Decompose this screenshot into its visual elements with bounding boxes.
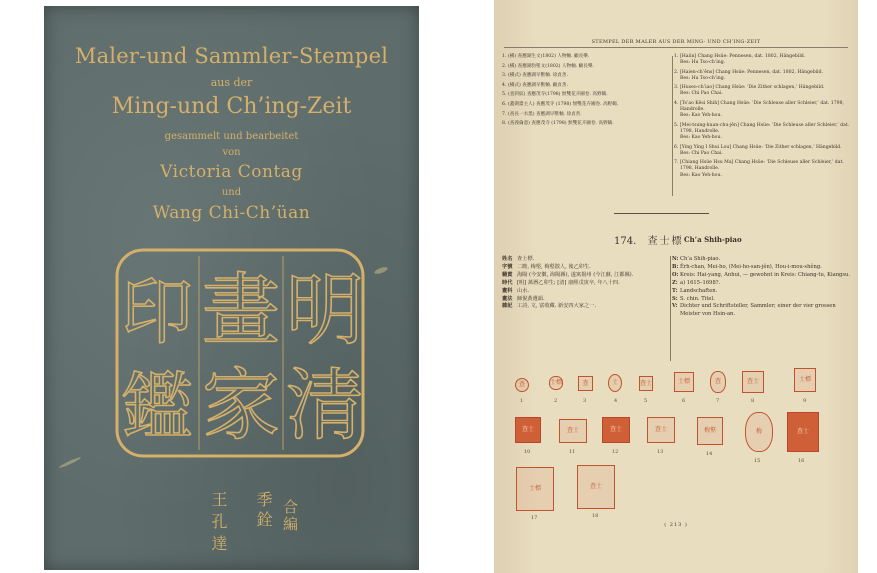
info-row: T: Landschaften. — [672, 287, 718, 294]
seal-number: 16 — [798, 458, 805, 464]
seal-number: 17 — [531, 515, 538, 521]
info-row: 雜記 工詩, 文, 富收藏. 新安四大家之一. — [502, 303, 596, 310]
cover-author2: Wang Chi-Ch’üan — [152, 203, 311, 223]
cover-title-line3: Ming-und Ch’ing-Zeit — [111, 94, 352, 119]
list-item: 2. [Haien-ch’êns] Chang Hsüe: Pennesen, dat. 1802, Hängebild. Bes: Hu Tso-ch’ing. — [674, 69, 824, 81]
cover-seal-graphic — [111, 242, 369, 464]
seal-number: 15 — [754, 458, 761, 464]
entries-chinese-column — [502, 54, 672, 131]
seal-impression: 查士 — [577, 465, 615, 509]
seal-impression: 梅 — [745, 412, 773, 452]
list-item: 6. [Ying Ying I Shui Lou] Chang Hsüe: ‘Die Zither schlagen,’ Hängebild. Bes: Chi Pao Chai. — [674, 144, 842, 156]
list-item: 3. (橫式) 查應湖早獸軸. 徐貞善. — [502, 73, 568, 79]
info-row: 畫科 山水. — [502, 287, 530, 294]
artist-heading — [614, 232, 683, 247]
artist-info-chinese — [502, 256, 667, 311]
seal-number: 11 — [569, 449, 576, 455]
info-row: 籍貫 海陽 (今安徽, 海陽縣), 遂寓揚州 (今江蘇, 江都縣). — [502, 271, 634, 278]
artist-name-chinese: 查士標 — [647, 236, 684, 247]
list-item: 5. (査斜紋) 查應茂寺(1798) 無雙花卉圖卷. 高野鶴. — [502, 92, 608, 98]
list-item: 4. [Ts’ao Kêsi Shih] Chang Hsüe: ‘Die Schleuse aller Schleier,’ dat. 1798, Handrolle. Bes: Kao Yeh-hou. — [674, 101, 844, 119]
cover-stain — [374, 266, 389, 275]
entries-german-column — [674, 54, 850, 182]
seal-number: 3 — [583, 398, 587, 404]
info-row: B: Êrh-chan, Mei-ho, (Mei-ho-san-jên), Hou-i-mou-shêng. — [672, 263, 822, 270]
seal-impression: 查士 — [647, 417, 675, 443]
seal-impression: 查士 — [515, 417, 541, 443]
info-row: V: Dichter und Schriftsteller, Sammler; einer der vier grossen Meister von Hsin-an. — [672, 303, 836, 318]
info-row: O: Kreis: Hai-yang, Anhui, — gewohnt in Kreis: Chiang-tu, Kiangsu. — [672, 271, 851, 278]
seal-impression: 梅壑 — [697, 417, 723, 445]
info-row: 姓名 查士標. — [502, 256, 535, 262]
seal-number: 14 — [706, 451, 713, 457]
info-row: 字號 二瞻, 梅壑, 梅壑散人, 後乙卯生. — [502, 263, 591, 270]
seal-char: 印 — [120, 270, 194, 354]
seal-number: 9 — [803, 398, 807, 404]
seal-impression: 查士 — [559, 419, 587, 443]
cover-chinese-author1: 季銓 — [254, 491, 273, 531]
list-item: 1. [Haiin] Chang Hsüe: Pennesen, dat. 1802, Hängebild. Bes: Hu Tso-ch’ing. — [674, 54, 806, 66]
list-item: 5. [Mei-tsung-kuan-chu-jên] Chang Hsüe: ‘Die Schleuse aller Schleier,’ dat. 1798, Handrolle. Bes: Kao Yeh-hou. — [674, 122, 850, 141]
column-divider — [672, 56, 673, 196]
cover-title-line1: Maler-und Sammler-Stempel — [74, 44, 389, 68]
seal-number: 12 — [612, 449, 619, 455]
seal-number: 18 — [592, 513, 599, 519]
cover-chinese-compiled: 合編 — [281, 499, 299, 533]
seal-impression: 查士 — [602, 417, 630, 443]
seal-impression: 士標 — [674, 372, 694, 392]
artist-name-romanized: Ch’a Shih-piao — [684, 235, 742, 244]
seal-char: 家 — [201, 361, 281, 451]
list-item: 1. (橫) 查應湖生文(1802) 人物軸. 顧長樂. — [502, 54, 590, 59]
cover-subtitle2: von — [222, 147, 241, 158]
seal-number: 6 — [682, 398, 686, 404]
list-item: 3. [Huseo-ch’iao] Chang Hsüe: ‘Die Zither schlagen,’ Hängebild. Bes: Chi Pao Chai. — [674, 85, 825, 97]
header-rule — [504, 47, 848, 48]
page-number: ( 213 ) — [664, 522, 688, 528]
seal-number: 5 — [644, 398, 648, 404]
artist-number: 174. — [614, 236, 637, 247]
list-item: 2. (橫) 查應湖豹聖文(1802) 人物軸. 顧長樂. — [502, 63, 594, 69]
seal-impression: 查 — [710, 371, 726, 393]
info-row: 時代 [明] 萬曆乙卯生; [清] 康熙戊寅卒, 年八十四. — [502, 279, 620, 286]
cover-subtitle1: gesammelt und bearbeitet — [164, 131, 299, 142]
seal-impression: 查 — [515, 378, 529, 392]
info-row: 畫法 師倪黃遺韻. — [502, 295, 545, 302]
seal-impression: 查士 — [639, 376, 653, 391]
seal-number: 8 — [751, 398, 755, 404]
seal-impression: 查士 — [787, 412, 819, 452]
seal-impression: 查 — [578, 376, 593, 391]
seal-number: 10 — [524, 449, 531, 455]
seal-char: 明 — [285, 266, 365, 356]
info-row: Z: a) 1615–1698?. — [672, 279, 721, 286]
section-separator — [614, 213, 709, 214]
info-row: S: S. chin. Titel. — [672, 295, 715, 302]
seal-char: 清 — [285, 361, 365, 451]
seal-number: 2 — [554, 398, 558, 404]
seal-number: 1 — [520, 398, 524, 404]
seal-impression: 士標 — [516, 467, 554, 511]
catalogue-page — [494, 0, 858, 573]
list-item: 8. (查義倫意) 查應茂寺 (1798) 無雙花卉圖卷. 高野鶴. — [502, 121, 614, 127]
cover-chinese-author2: 王孔達 — [209, 491, 228, 557]
column-divider — [670, 256, 671, 361]
list-item: 4. (橫式) 查應湖早獸軸. 顧貞善. — [502, 82, 568, 88]
seal-number: 13 — [657, 449, 664, 455]
artist-info-german — [672, 256, 852, 319]
list-item: 7. [Chiang Hsüe Hsu Ma] Chang Hsüe: ‘Die Schleuse aller Schleier,’ dat. 1798, Handrolle. Bes: Kao Yeh-hou. — [674, 160, 844, 178]
seal-impression: 士標 — [549, 376, 563, 390]
list-item: 6. (蓋劍齋主人) 查應茂寺 (1798) 無雙花卉圖卷. 高野鶴. — [502, 101, 619, 107]
seal-number: 7 — [716, 398, 720, 404]
seal-char: 畫 — [201, 266, 281, 356]
seal-impression: 士 — [608, 374, 622, 392]
cover-author1: Victoria Contag — [160, 162, 303, 182]
cover-title-line2: aus der — [210, 76, 253, 89]
cover-stain — [58, 456, 81, 469]
cover-and: und — [221, 187, 242, 198]
seal-char: 鑑 — [120, 365, 194, 449]
book-cover — [44, 6, 419, 570]
seal-impression: 查士 — [742, 371, 764, 393]
cover-seal — [111, 242, 369, 464]
page-header: STEMPEL DER MALER AUS DER MING- UND CH’ING-ZEIT — [591, 39, 761, 45]
seal-impression: 士標 — [794, 368, 816, 392]
seal-number: 4 — [614, 398, 618, 404]
info-row: N: Ch’a Shih-piao. — [672, 256, 721, 262]
list-item: 7. (查長一水墨) 查應湖早獸軸. 徐貞善. — [502, 111, 582, 117]
